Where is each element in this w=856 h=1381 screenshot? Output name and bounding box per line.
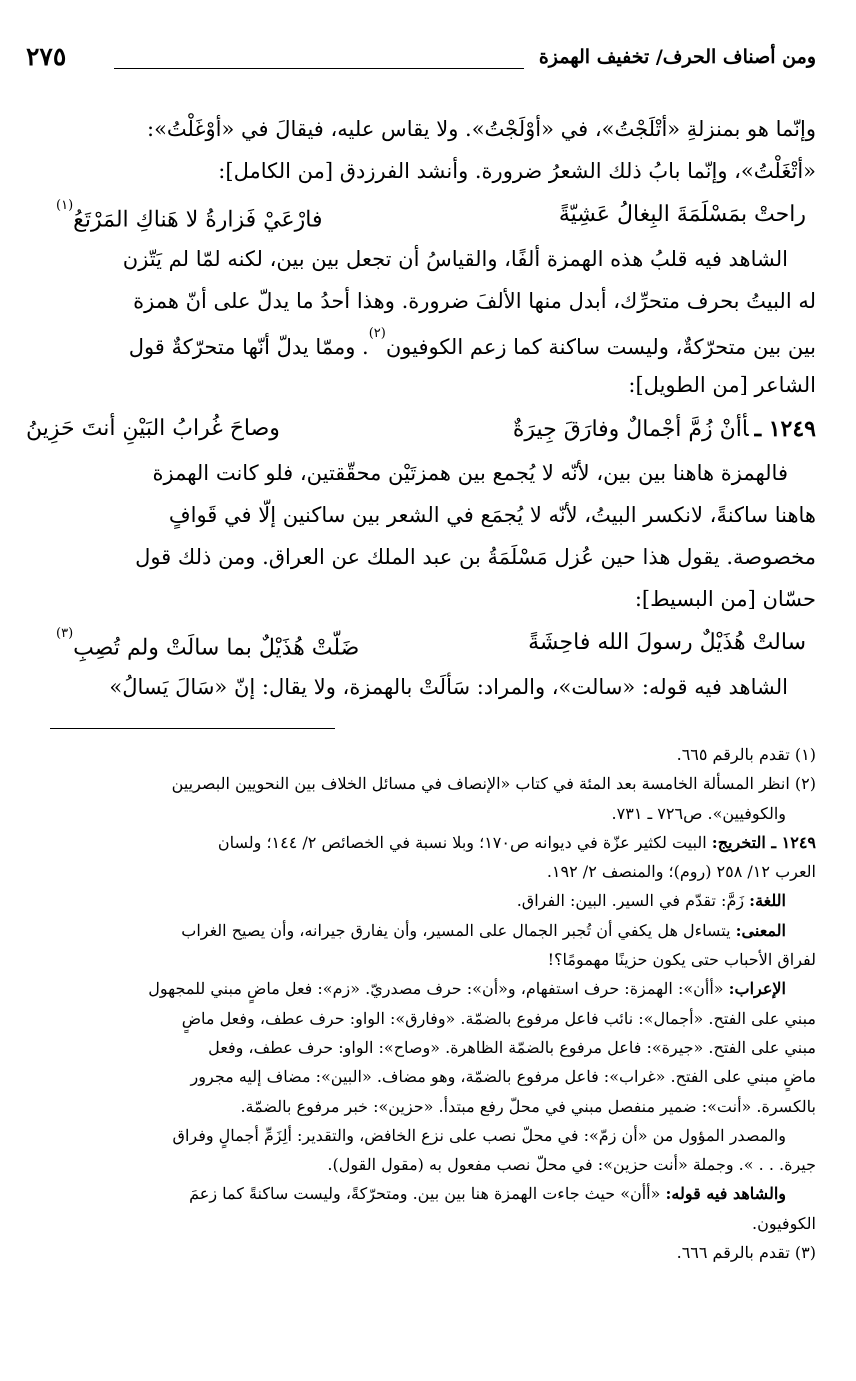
verse-1249 <box>26 406 816 452</box>
verse-1 <box>26 192 816 238</box>
footnote-2: (٢) انظر المسألة الخامسة بعد المئة في كتاب «الإنصاف في مسائل الخلاف بين النحويين البصريين <box>171 774 816 794</box>
footnote-line: العرب ١٢/ ٢٥٨ (روم)؛ والمنصف ٢/ ١٩٢. <box>546 862 816 882</box>
verse-1-second-hemistich <box>56 192 322 243</box>
footnote-lead: الإعراب: <box>728 979 786 999</box>
footnote-ref-3: (٣) <box>56 626 74 641</box>
footnote-2-cont: والكوفيين». ص٧٢٦ ـ ٧٣١. <box>611 803 786 823</box>
verse-3-first-hemistich: سالتْ هُذَيْلٌ رسولَ الله فاحِشَةً <box>528 630 806 655</box>
text-line: مخصوصة. يقول هذا حين عُزل مَسْلَمَةُ بن عبد الملك عن العراق. ومن ذلك قول <box>135 545 816 569</box>
footnote-text: البيت لكثير عزّة في ديوانه ص١٧٠؛ وبلا نسبة في الخصائص ٢/ ١٤٤؛ ولسان <box>217 832 712 852</box>
footnote-line: جيرة. . . ». وجملة «أنت حزين»: في محلّ نصب مفعول به (مقول القول). <box>327 1155 816 1175</box>
footnote-line: بالكسرة. «أنت»: ضمير منفصل مبني في محلّ رفع مبتدأ. «حزين»: خبر مرفوع بالضمّة. <box>240 1096 816 1116</box>
footnote-text: يتساءل هل يكفي أن تُجبر الجمال على المسير، وأن يفارق جيرانه، وأن يصيح الغراب <box>181 920 736 940</box>
text-line: له البيتُ بحرف متحرِّك، أبدل منها الألفَ ضرورة. وهذا أحدُ ما يدلّ على أنّ همزة <box>133 289 816 313</box>
footnote-line: لفراق الأحباب حتى يكون حزينًا مهمومًا؟! <box>547 950 816 970</box>
footnote-line: مبني على الفتح. «أجمال»: نائب فاعل مرفوع بالضمّة. «وفارق»: الواو: حرف عطف، وفعل ماضٍ <box>181 1008 816 1028</box>
page-header <box>26 42 816 78</box>
verse-1249-first-text: أأنْ زُمَّ أجْمالٌ وفارَقَ جِيرَةٌ <box>512 417 749 442</box>
verse-1249-second-hemistich: وصاحَ غُرابُ البَيْنِ أنتَ حَزِينُ <box>26 416 280 441</box>
text-segment: . وممّا يدلّ أنّها متحرّكةٌ قول <box>128 335 369 359</box>
footnote-text: «أأن»: الهمزة: حرف استفهام، و«أن»: حرف مصدريّ. «زم»: فعل ماضٍ مبني للمجهول <box>148 979 729 999</box>
verse-3-second-text: ضَلّتْ هُذَيْلٌ بما سالَتْ ولم تُصِبِ <box>73 635 360 661</box>
footnote-ref-1: (١) <box>56 198 74 213</box>
footnote-line: مبني على الفتح. «جيرة»: فاعل مرفوع بالضمّة الظاهرة. «وصاح»: الواو: حرف عطف، وفعل <box>208 1037 816 1057</box>
main-text <box>26 108 816 708</box>
footnote-text: زَمَّ: تقدّم في السير. البين: الفراق. <box>516 891 750 911</box>
text-segment: بين بين متحرّكةٌ، وليست ساكنة كما زعم الكوفيون <box>385 335 816 359</box>
text-line: الشاعر [من الطويل]: <box>628 373 816 397</box>
text-line: فالهمزة هاهنا بين بين، لأنّه لا يُجمع بين همزتَيْن محقّقتين، فلو كانت الهمزة <box>152 461 788 485</box>
footnote-1: (١) تقدم بالرقم ٦٦٥. <box>676 745 816 764</box>
footnote-shahid <box>26 1179 816 1208</box>
header-rule <box>114 68 524 69</box>
text-line: حسّان [من البسيط]: <box>634 587 816 611</box>
footnote-separator <box>50 728 335 729</box>
book-page <box>26 0 816 1381</box>
footnote-lead: ١٢٤٩ ـ التخريج: <box>711 832 816 852</box>
footnote-lugha <box>26 886 816 915</box>
footnote-3: (٣) تقدم بالرقم ٦٦٦. <box>676 1243 816 1263</box>
footnote-line: ماضٍ مبني على الفتح. «غراب»: فاعل مرفوع بالضمّة، وهو مضاف. «البين»: مضاف إليه مجرور <box>190 1067 816 1087</box>
footnote-text: «أأن» حيث جاءت الهمزة هنا بين بين. ومتحرّكةً، وليست ساكنةً كما زعمَ <box>189 1184 666 1204</box>
text-line <box>26 322 816 364</box>
verse-1-first-hemistich: راحتْ بمَسْلَمَةَ البِغالُ عَشِيّةً <box>558 202 806 227</box>
footnote-maana <box>26 916 816 945</box>
verse-1-second-text: فارْعَيْ فَزارةُ لا هَناكِ المَرْتَعُ <box>73 207 323 233</box>
footnote-lead: والشاهد فيه قوله: <box>665 1184 786 1204</box>
footnote-lead: المعنى: <box>735 920 786 940</box>
verse-3 <box>26 620 816 666</box>
verse-3-second-hemistich <box>56 620 359 671</box>
text-line: هاهنا ساكنةً، لانكسر البيتُ، لأنّه لا يُجمَع في الشعر بين ساكنين إلّا في قَوافٍ <box>168 503 816 527</box>
text-line: وإنّما هو بمنزلةِ «أتْلَجْتُ»، في «أوْلَجْتُ». ولا يقاس عليه، فيقالَ في «أوْغَلْتُ»: <box>147 117 816 141</box>
footnote-ref-2: (٢) <box>368 326 386 341</box>
footnote-line: الكوفيون. <box>752 1213 816 1233</box>
text-line: «أتْغَلْتُ»، وإنّما بابُ ذلك الشعرُ ضرورة. وأنشد الفرزدق [من الكامل]: <box>218 159 816 183</box>
text-line: الشاهد فيه قلبُ هذه الهمزة ألفًا، والقياسُ أن تجعل بين بين، لكنه لمّا لم يَتّزن <box>122 247 788 271</box>
running-title: ومن أصناف الحرف/ تخفيف الهمزة <box>538 46 816 68</box>
text-line: الشاهد فيه قوله: «سالت»، والمراد: سَألَتْ بالهمزة، ولا يقال: إنّ «سَالَ يَسالُ» <box>109 675 788 699</box>
page-number: ٢٧٥ <box>26 42 67 71</box>
footnote-1249-takhrij <box>26 828 816 857</box>
footnotes <box>26 740 816 1267</box>
verse-number: ١٢٤٩ ـ <box>754 416 816 442</box>
footnote-irab <box>26 974 816 1003</box>
verse-1249-first-hemistich <box>513 406 816 453</box>
footnote-lead: اللغة: <box>749 891 786 911</box>
footnote-line: والمصدر المؤول من «أن زمّ»: في محلّ نصب على نزع الخافض، والتقدير: ألِزَمِّ أجمالٍ وفراق <box>172 1125 786 1145</box>
